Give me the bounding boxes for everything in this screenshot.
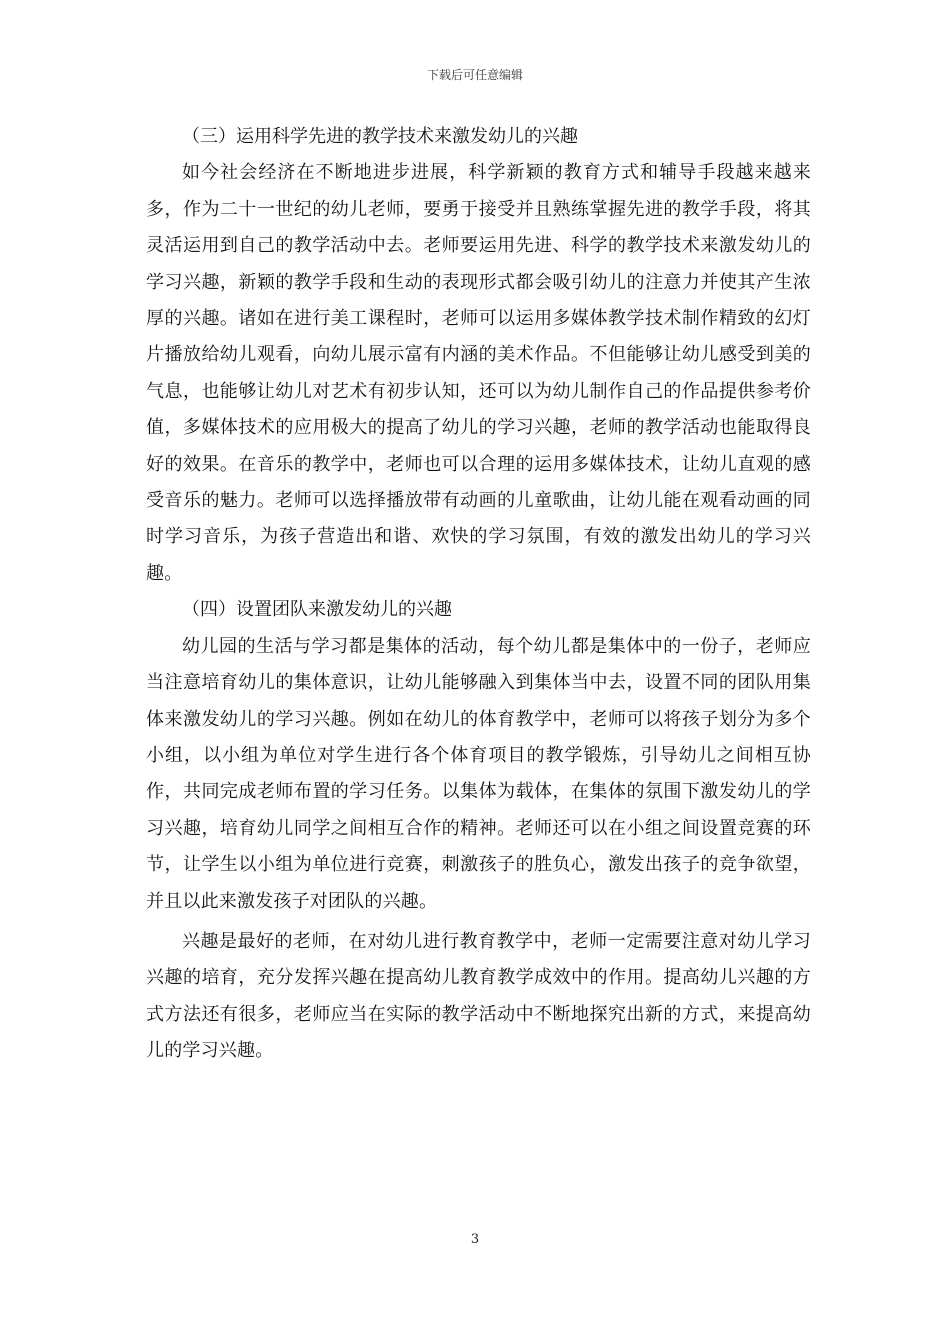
- page-header: 下载后可任意编辑: [426, 68, 523, 82]
- conclusion-paragraph: 兴趣是最好的老师，在对幼儿进行教育教学中，老师一定需要注意对幼儿学习兴趣的培育，充分发挥兴趣在提高幼儿教育教学成效中的作用。提高幼儿兴趣的方式方法还有很多，老师应当在实际的教学活动中不断地探究出新的方式，来提高幼儿的学习兴趣。: [146, 930, 811, 1062]
- section-heading-3: （三）运用科学先进的教学技术来激发幼儿的兴趣: [182, 126, 578, 147]
- section-paragraph-3: 如今社会经济在不断地进步进展，科学新颖的教育方式和辅导手段越来越来多，作为二十一世纪的幼儿老师，要勇于接受并且熟练掌握先进的教学手段，将其灵活运用到自己的教学活动中去。老师要运用先进、科学的教学技术来激发幼儿的学习兴趣，新颖的教学手段和生动的表现形式都会吸引幼儿的注意力并使其产生浓厚的兴趣。诸如在进行美工课程时，老师可以运用多媒体教学技术制作精致的幻灯片播放给幼儿观看，向幼儿展示富有内涵的美术作品。不但能够让幼儿感受到美的气息，也能够让幼儿对艺术有初步认知，还可以为幼儿制作自己的作品提供参考价值，多媒体技术的应用极大的提高了幼儿的学习兴趣，老师的教学活动也能取得良好的效果。在音乐的教学中，老师也可以合理的运用多媒体技术，让幼儿直观的感受音乐的魅力。老师可以选择播放带有动画的儿童歌曲，让幼儿能在观看动画的同时学习音乐，为孩子营造出和谐、欢快的学习氛围，有效的激发出幼儿的学习兴趣。: [146, 162, 811, 584]
- page-number: 3: [470, 1232, 480, 1247]
- document-body: [146, 119, 811, 1070]
- section-paragraph-4: 幼儿园的生活与学习都是集体的活动，每个幼儿都是集体中的一份子，老师应当注意培育幼儿的集体意识，让幼儿能够融入到集体当中去，设置不同的团队用集体来激发幼儿的学习兴趣。例如在幼儿的体育教学中，老师可以将孩子划分为多个小组，以小组为单位对学生进行各个体育项目的教学锻炼，引导幼儿之间相互协作，共同完成老师布置的学习任务。以集体为载体，在集体的氛围下激发幼儿的学习兴趣，培育幼儿同学之间相互合作的精神。老师还可以在小组之间设置竞赛的环节，让学生以小组为单位进行竞赛，刺激孩子的胜负心，激发出孩子的竞争欲望，并且以此来激发孩子对团队的兴趣。: [146, 635, 811, 912]
- section-heading-4: （四）设置团队来激发幼儿的兴趣: [182, 599, 452, 621]
